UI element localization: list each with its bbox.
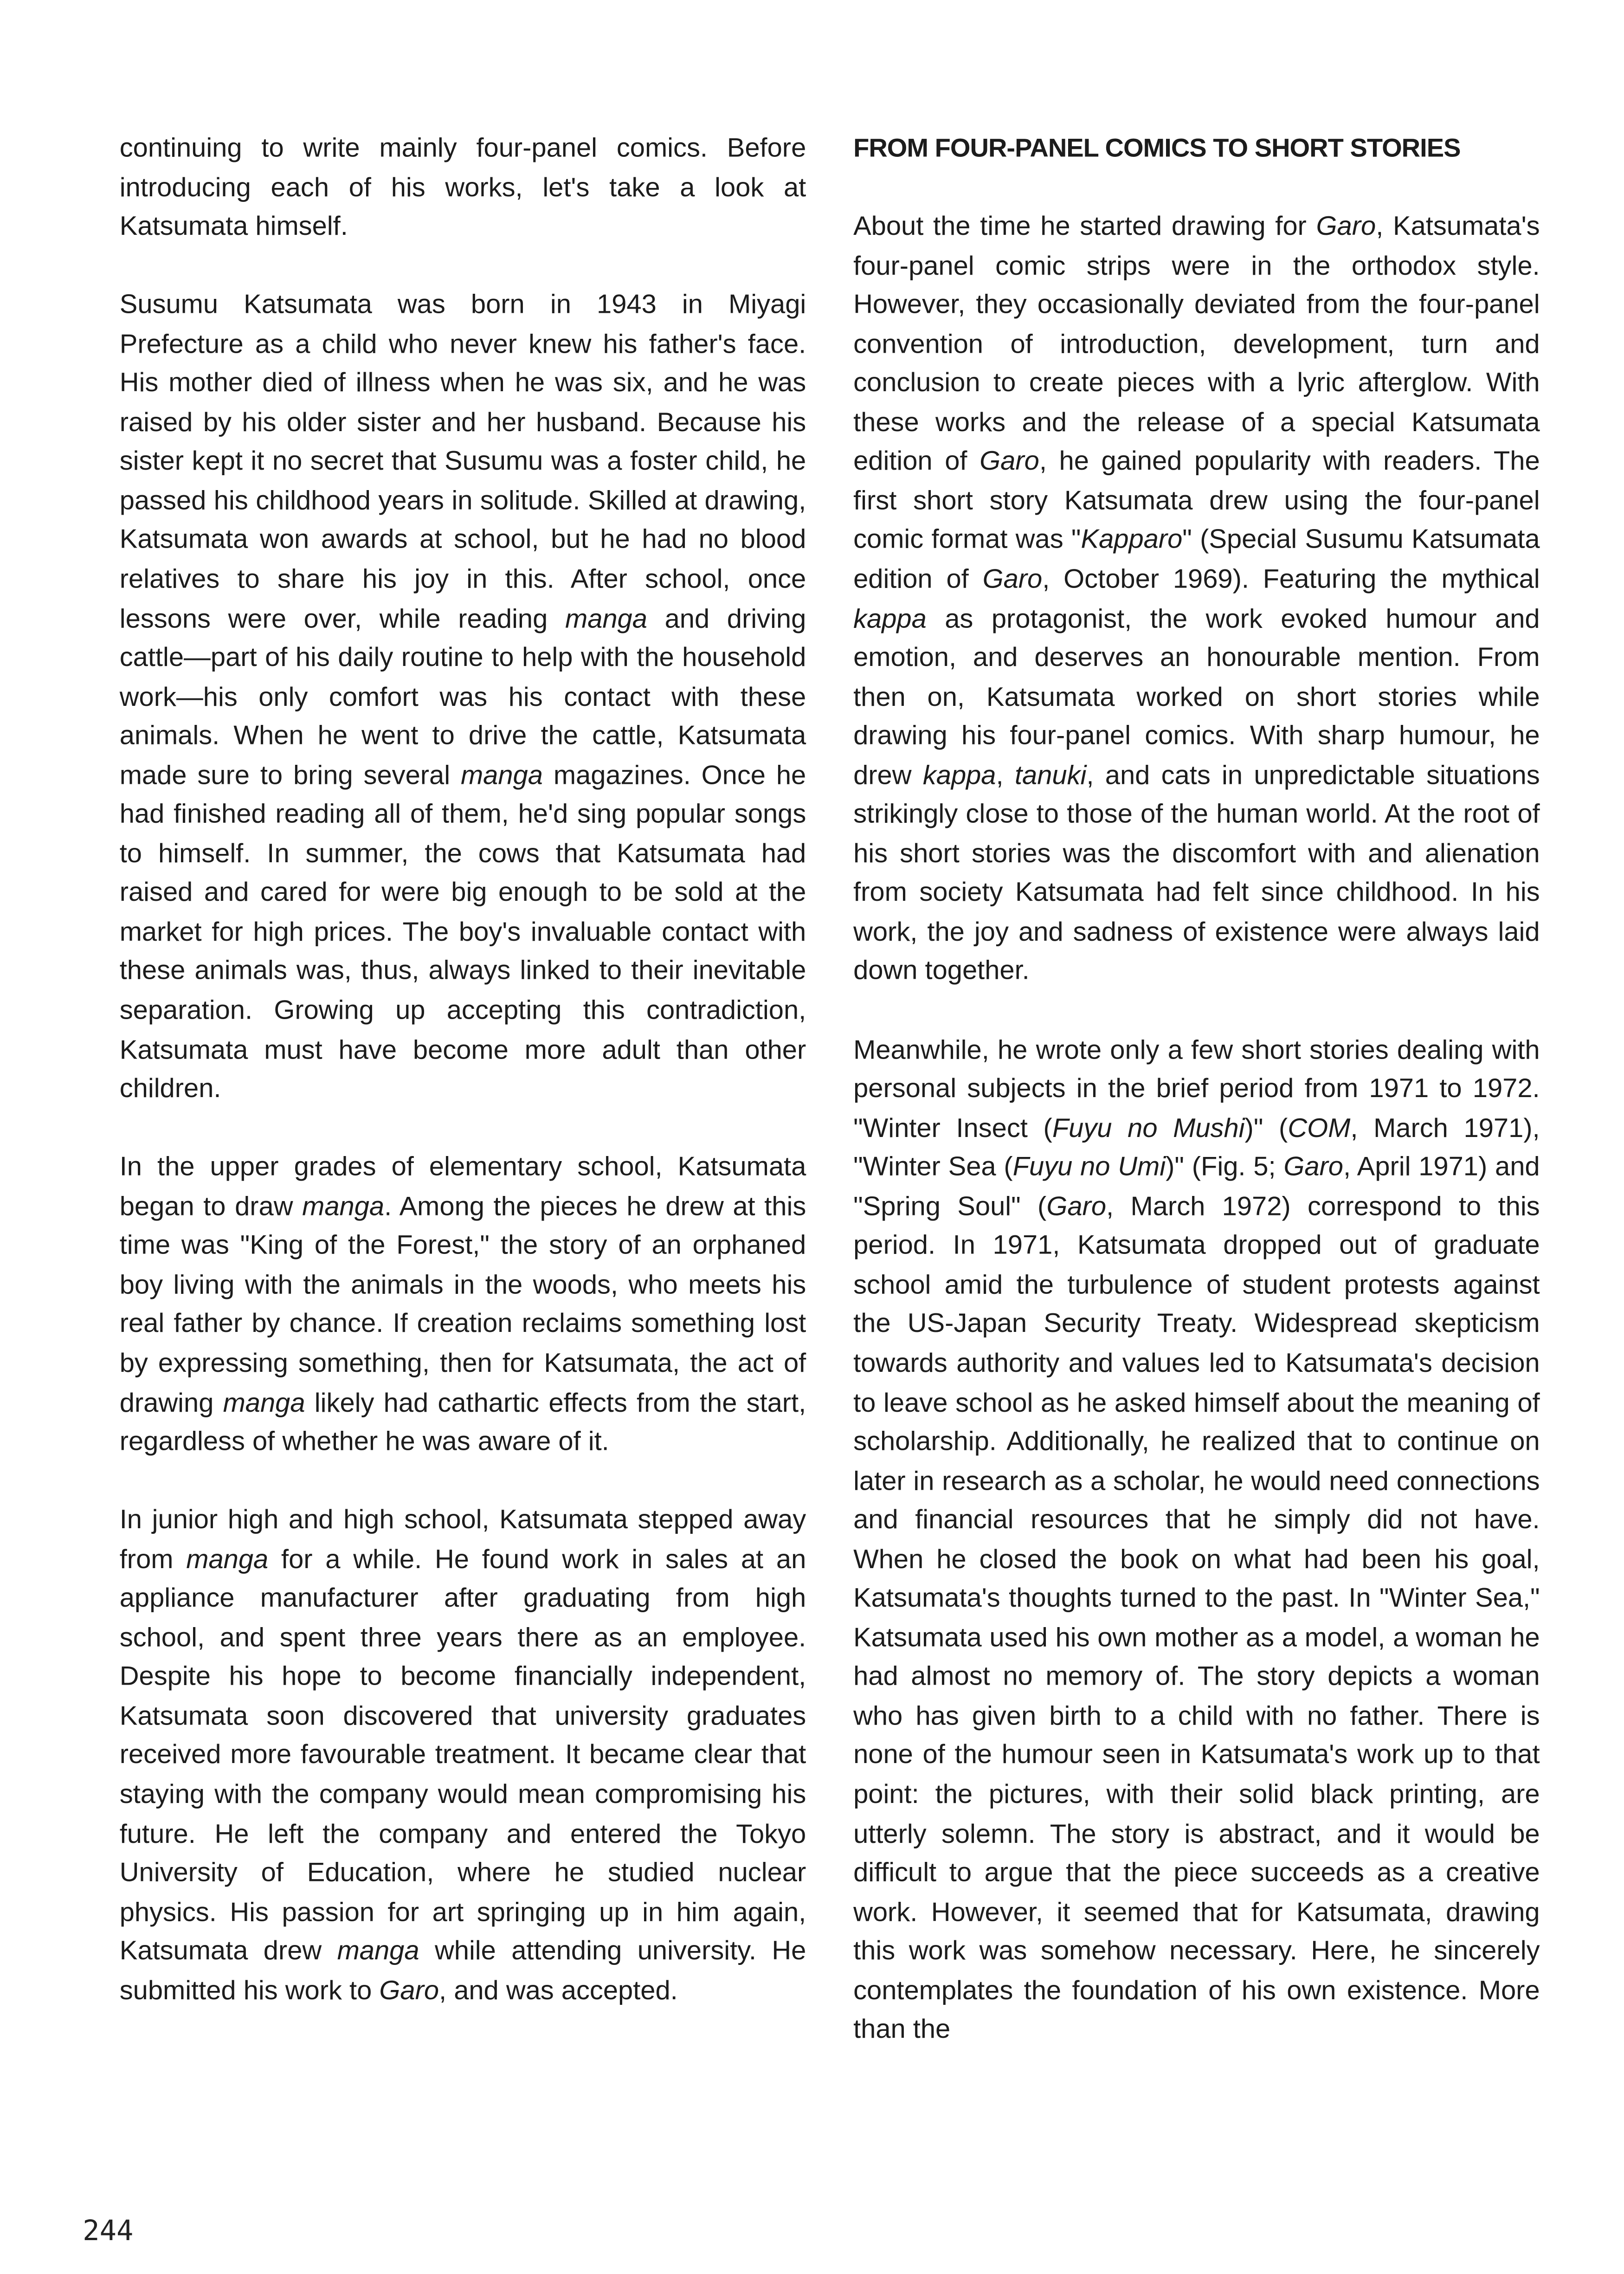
paragraph: In junior high and high school, Katsumata stepped away from manga for a while. He found work in sales at an appliance manufacturer after graduating from high school, and spent three years there as an employee. Despite his hope to become financially independent, Katsumata soon discovered that university graduates received more favourable treatment. It became clear that staying with the company would mean compromising his future. He left the company and entered the Tokyo University of Education, where he studied nuclear physics. His passion for art springing up in him again, Katsumata drew manga while attending university. He submitted his work to Garo, and was accepted.	[119, 1505, 806, 2005]
paragraph: In the upper grades of elementary school, Katsumata began to draw manga. Among the pieces he drew at this time was "King of the Forest," the story of an orphaned boy living with the animals in the woods, who meets his real father by chance. If creation reclaims something lost by expressing something, then for Katsumata, the act of drawing manga likely had cathartic effects from the start, regardless of whether he was aware of it.	[119, 1152, 806, 1456]
section-heading: FROM FOUR-PANEL COMICS TO SHORT STORIES	[853, 133, 1461, 162]
paragraph: About the time he started drawing for Garo, Katsumata's four-panel comic strips were in the orthodox style. However, they occasionally deviated from the four-panel convention of introduction, development, turn and conclusion to create pieces with a lyric afterglow. With these works and the release of a special Katsumata edition of Garo, he gained popularity with readers. The first short story Katsumata drew using the four-panel comic format was "Kapparo" (Special Susumu Katsumata edition of Garo, October 1969). Featuring the mythical kappa as protagonist, the work evoked humour and emotion, and deserves an honourable mention. From then on, Katsumata worked on short stories while drawing his four-panel comics. With sharp humour, he drew kappa, tanuki, and cats in unpredictable situations strikingly close to those of the human world. At the root of his short stories was the discomfort with and alienation from society Katsumata had felt since childhood. In his work, the joy and sadness of existence were always laid down together.	[853, 211, 1540, 986]
right-column	[853, 129, 1540, 2049]
paragraph: Meanwhile, he wrote only a few short stories dealing with personal subjects in the brief period from 1971 to 1972. "Winter Insect (Fuyu no Mushi)" (COM, March 1971), "Winter Sea (Fuyu no Umi)" (Fig. 5; Garo, April 1971) and "Spring Soul" (Garo, March 1972) correspond to this period. In 1971, Katsumata dropped out of graduate school amid the turbulence of student protests against the US-Japan Security Treaty. Widespread skepticism towards authority and values led to Katsumata's decision to leave school as he asked himself about the meaning of scholarship. Additionally, he realized that to continue on later in research as a scholar, he would need connections and financial resources that he simply did not have. When he closed the book on what had been his goal, Katsumata's thoughts turned to the past. In "Winter Sea," Katsumata used his own mother as a model, a woman he had almost no memory of. The story depicts a woman who has given birth to a child with no father. There is none of the humour seen in Katsumata's work up to that point: the pictures, with their solid black printing, are utterly solemn. The story is abstract, and it would be difficult to argue that the piece succeeds as a creative work. However, it seemed that for Katsumata, drawing this work was somehow necessary. Here, he sincerely contemplates the foundation of his own existence. More than the	[853, 1034, 1540, 2044]
paragraph: continuing to write mainly four-panel comics. Before introducing each of his works, let's take a look at Katsumata himself.	[119, 133, 806, 241]
page-number: 244	[83, 2215, 134, 2248]
left-column	[120, 129, 806, 2010]
paragraph: Susumu Katsumata was born in 1943 in Miyagi Prefecture as a child who never knew his father's face. His mother died of illness when he was six, and he was raised by his older sister and her husband. Because his sister kept it no secret that Susumu was a foster child, he passed his childhood years in solitude. Skilled at drawing, Katsumata won awards at school, but he had no blood relatives to share his joy in this. After school, once lessons were over, while reading manga and driving cattle—part of his daily routine to help with the household work—his only comfort was his contact with these animals. When he went to drive the cattle, Katsumata made sure to bring several manga magazines. Once he had finished reading all of them, he'd sing popular songs to himself. In summer, the cows that Katsumata had raised and cared for were big enough to be sold at the market for high prices. The boy's invaluable contact with these animals was, thus, always linked to their inevitable separation. Growing up accepting this contradiction, Katsumata must have become more adult than other children.	[119, 290, 806, 1104]
